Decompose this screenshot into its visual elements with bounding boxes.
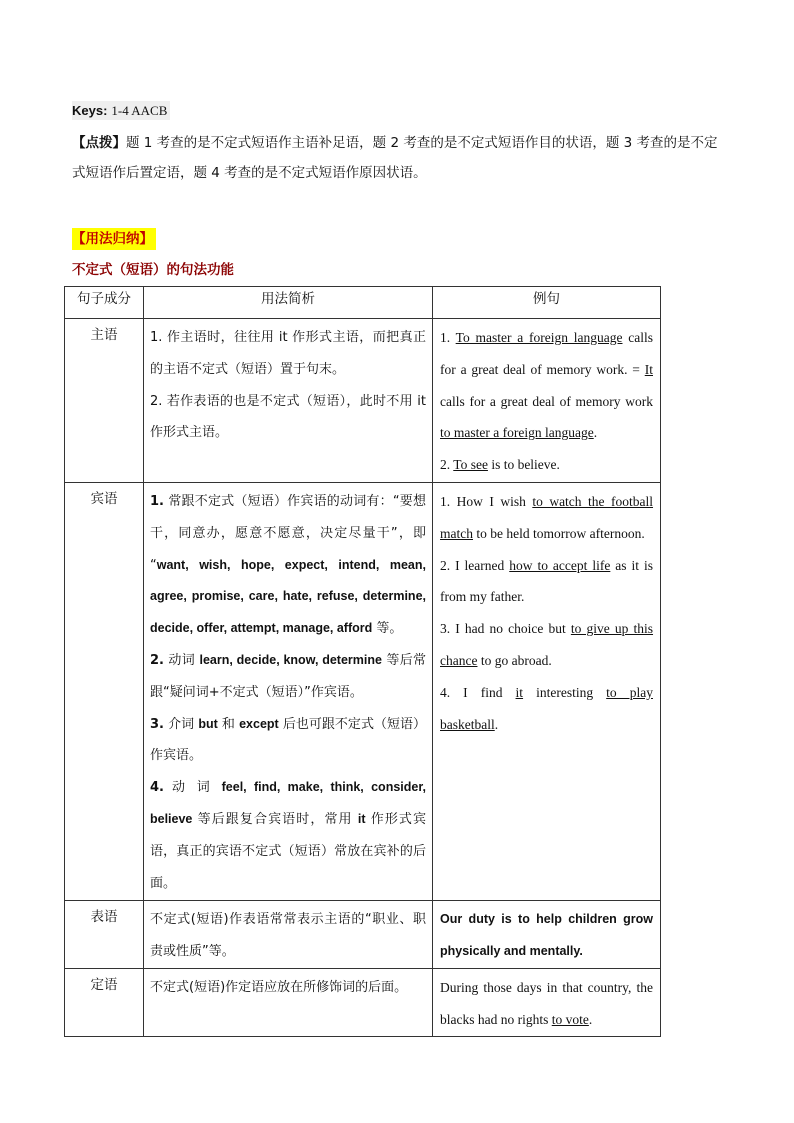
usage-object-3: 3. 介词 but 和 except 后也可跟不定式（短语）作宾语。	[150, 716, 427, 764]
example-object-2: 2. I learned how to accept life as it is from my father.	[440, 557, 653, 605]
header-example: 例句	[433, 287, 661, 319]
infinitive-function-table	[64, 286, 661, 1037]
example-object	[433, 483, 661, 901]
category-subject: 主语	[65, 319, 144, 483]
header-usage: 用法简析	[144, 287, 433, 319]
table-row-object	[65, 483, 661, 901]
usage-subject-1: 1. 作主语时，往往用 it 作形式主语，而把真正的主语不定式（短语）置于句末。	[150, 330, 426, 377]
table-row-subject	[65, 319, 661, 483]
usage-object-4: 4. 动 词 feel, find, make, think, consider, believe 等后跟复合宾语时，常用 it 作形式宾语，真正的宾语不定式（短语）常放在宾补的后面。	[150, 780, 427, 891]
table-title: 不定式（短语）的句法功能	[72, 262, 234, 278]
example-object-3: 3. I had no choice but to give up this chance to go abroad.	[440, 621, 654, 668]
usage-attributive: 不定式(短语)作定语应放在所修饰词的后面。	[144, 969, 433, 1037]
example-subject-2: 2. To see is to believe.	[440, 457, 560, 473]
table-row-attributive	[65, 969, 661, 1037]
table-row-predicative	[65, 901, 661, 969]
category-predicative: 表语	[65, 901, 144, 969]
answer-keys	[72, 101, 170, 120]
keys-value: 1-4 AACB	[111, 103, 168, 118]
usage-object	[144, 483, 433, 901]
usage-predicative: 不定式(短语)作表语常常表示主语的“职业、职责或性质”等。	[144, 901, 433, 969]
usage-object-1: 1. 常跟不定式（短语）作宾语的动词有：“要想干，同意办，愿意不愿意，决定尽量干”，即 “want, wish, hope, expect, intend, mean, agree, promise, care, hate, refuse, determine, decide, offer, attempt, manage, afford 等。	[150, 494, 426, 637]
usage-subject	[144, 319, 433, 483]
example-attributive: During those days in that country, the blacks had no rights to vote.	[433, 969, 661, 1037]
table-header-row	[65, 287, 661, 319]
usage-object-2: 2. 动词 learn, decide, know, determine 等后常跟“疑问词+不定式（短语）”作宾语。	[150, 652, 427, 700]
example-subject	[433, 319, 661, 483]
tip-lead: 【点拨】	[72, 135, 126, 151]
category-attributive: 定语	[65, 969, 144, 1037]
header-component: 句子成分	[65, 287, 144, 319]
keys-label: Keys:	[72, 103, 108, 118]
example-object-1: 1. How I wish to watch the football match to be held tomorrow afternoon.	[440, 494, 654, 541]
example-object-4: 4. I find it interesting to play basketball.	[440, 684, 653, 732]
tip-text: 题 1 考查的是不定式短语作主语补足语，题 2 考查的是不定式短语作目的状语，题 3 考查的是不定式短语作后置定语，题 4 考查的是不定式短语作原因状语。	[72, 135, 718, 181]
usage-subject-2: 2. 若作表语的也是不定式（短语），此时不用 it 作形式主语。	[150, 393, 426, 441]
tip-paragraph	[72, 128, 728, 188]
category-object: 宾语	[65, 483, 144, 901]
usage-summary-heading: 【用法归纳】	[72, 228, 156, 250]
example-predicative: Our duty is to help children grow physically and mentally.	[433, 901, 661, 969]
example-subject-1: 1. To master a foreign language calls for a great deal of memory work. = It calls for a great deal of memory work to master a foreign language.	[440, 330, 653, 441]
